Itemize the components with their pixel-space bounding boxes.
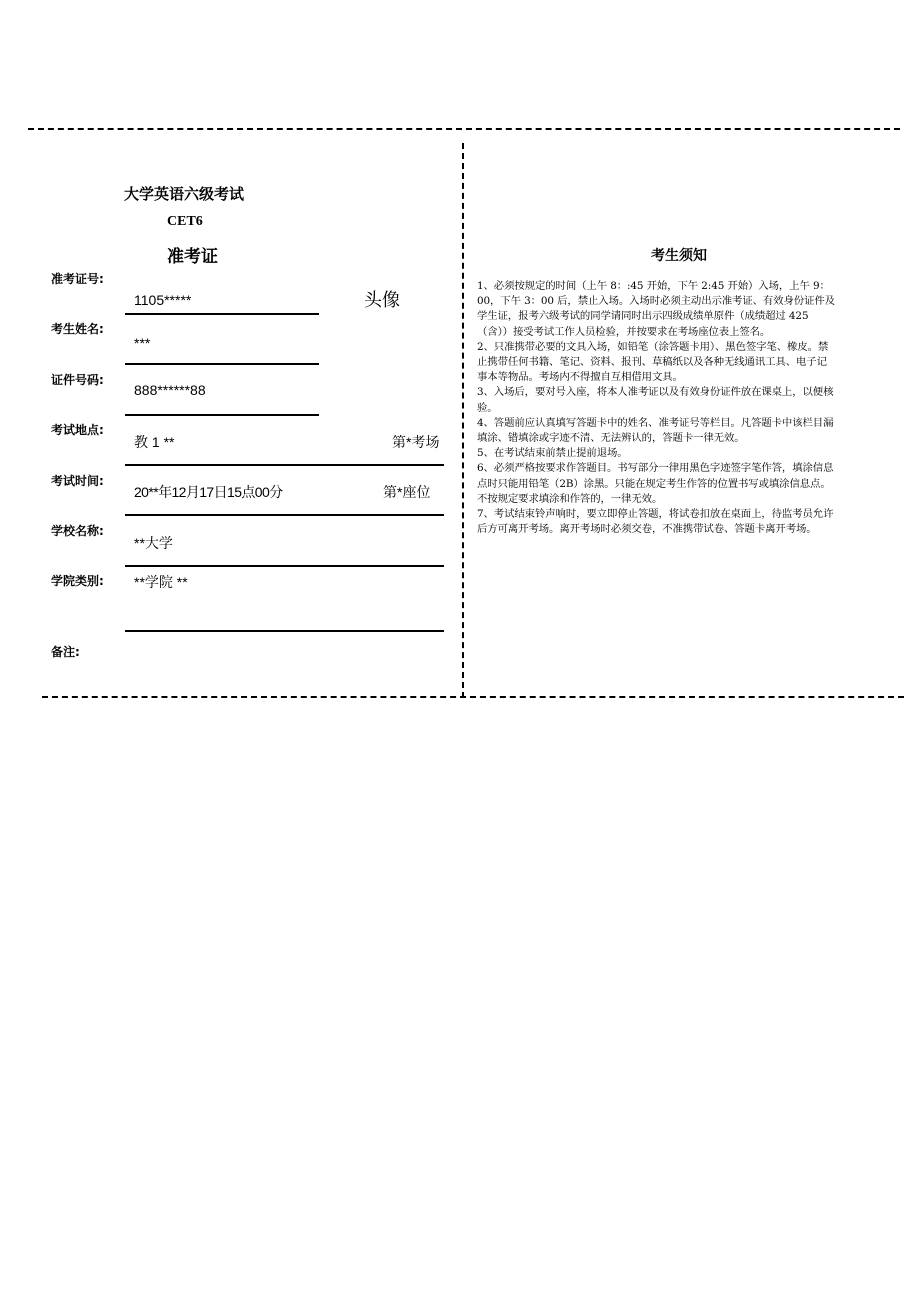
school-value: **大学: [134, 535, 173, 551]
photo-placeholder: 头像: [364, 290, 400, 311]
bottom-cut-line: [42, 696, 904, 698]
time-underline: [125, 514, 444, 516]
notice-item: 2、只准携带必要的文具入场，如铅笔（涂答题卡用）、黑色签字笔、橡皮。禁止携带任何书籍、笔记、资料、报刊、草稿纸以及各种无线通讯工具、电子记事本等物品。考场内不得擅自互相借用文具。: [477, 340, 829, 384]
ticket-no-value: 1105*****: [134, 292, 192, 308]
notice-item: 7、考试结束铃声响时，要立即停止答题，将试卷扣放在桌面上，待监考员允许后方可离开考场。离开考场时必须交卷，不准携带试卷、答题卡离开考场。: [477, 508, 834, 536]
seat-value: 第*座位: [383, 484, 431, 500]
top-cut-line: [28, 128, 900, 130]
college-value: **学院 **: [134, 574, 188, 590]
notice-list: [477, 279, 837, 537]
room-value: 第*考场: [392, 434, 440, 450]
remark-label: 备注:: [51, 645, 80, 659]
notice-item: 1、必须按规定的时间（上午 8：:45 开始，下午 2:45 开始）入场，上午 9：00，下午 3：00 后，禁止入场。入场时必须主动出示准考证、有效身份证件及学生证，报考六级考试的同学请同时出示四级成绩单原件（成绩超过 425（含））接受考试工作人员检验，并按要求在考场座位表上签名。: [477, 280, 835, 338]
notice-item: 5、在考试结束前禁止提前退场。: [477, 447, 628, 460]
ticket-no-underline: [125, 313, 319, 315]
time-value: 20**年12月17日15点00分: [134, 484, 283, 500]
notice-item: 4、答题前应认真填写答题卡中的姓名、准考证号等栏目。凡答题卡中该栏目漏填涂、错填涂或字迹不清、无法辨认的，答题卡一律无效。: [477, 416, 834, 445]
college-underline: [125, 630, 444, 632]
time-label: 考试时间:: [51, 474, 104, 488]
school-underline: [125, 565, 444, 567]
id-underline: [125, 414, 319, 416]
card-heading: 准考证: [167, 247, 218, 267]
name-underline: [125, 363, 319, 365]
name-label: 考生姓名:: [51, 322, 104, 336]
school-label: 学校名称:: [51, 524, 104, 538]
name-value: ***: [134, 335, 151, 351]
location-label: 考试地点:: [51, 423, 104, 437]
id-value: 888******88: [134, 382, 206, 398]
exam-title: 大学英语六级考试: [124, 185, 245, 203]
id-label: 证件号码:: [51, 373, 104, 387]
ticket-no-label: 准考证号:: [51, 272, 104, 286]
notice-title: 考生须知: [651, 248, 707, 264]
location-value: 教 1 **: [134, 434, 175, 450]
exam-code: CET6: [167, 214, 203, 229]
center-fold-line: [462, 143, 464, 698]
notice-item: 6、必须严格按要求作答题目。书写部分一律用黑色字迹签字笔作答，填涂信息点时只能用铅笔（2B）涂黑。只能在规定考生作答的位置书写或填涂信息点。不按规定要求填涂和作答的，一律无效。: [477, 462, 834, 505]
notice-item: 3、入场后，要对号入座，将本人准考证以及有效身份证件放在课桌上，以便核验。: [477, 386, 834, 414]
college-label: 学院类别:: [51, 574, 104, 588]
location-underline: [125, 464, 444, 466]
